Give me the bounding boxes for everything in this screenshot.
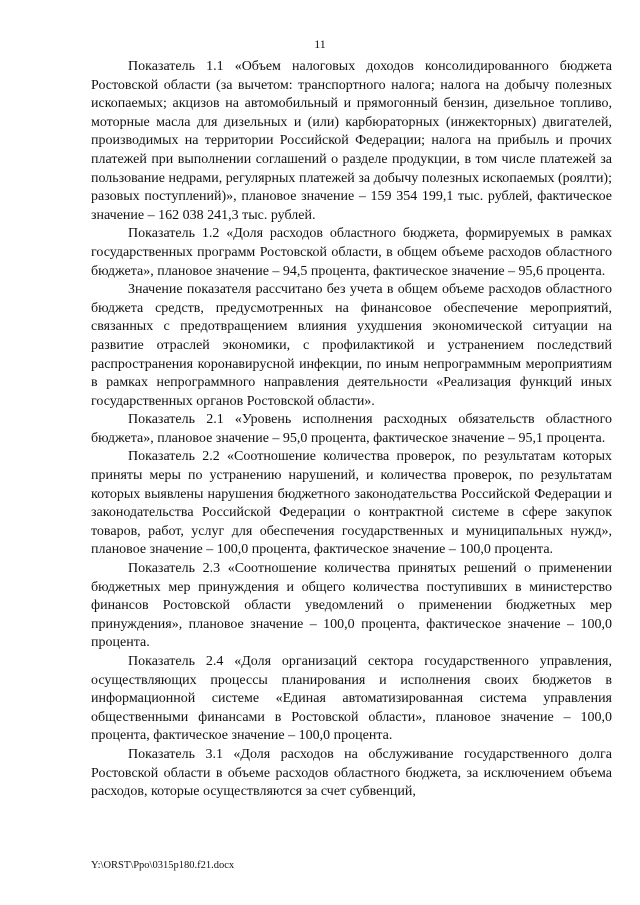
paragraph-indicator-2-2: Показатель 2.2 «Соотношение количества проверок, по результатам которых приняты меры по устранению нарушений, и количества проверок, по результатам которых выявлены нарушения бюджетного законодательства Российской Федерации и законодательства Российской Федерации о контрактной системе в сфере закупок товаров, работ, услуг для обеспечения государственных и муниципальных нужд», плановое значение – 100,0 процента, фактическое значение – 100,0 процента.: [91, 449, 612, 558]
page-number: 11: [314, 37, 326, 51]
document-body: [91, 58, 612, 802]
paragraph-calculation-note: Значение показателя рассчитано без учета в общем объеме расходов областного бюджета средств, предусмотренных на финансовое обеспечение мероприятий, связанных с предотвращением влияния ухудшения экономической ситуации на развитие отраслей экономики, с профилактикой и устранением последствий распространения коронавирусной инфекции, по иным непрограммным мероприятиям в рамках непрограммного направления деятельности «Реализация функций иных государственных органов Ростовской области».: [91, 282, 612, 409]
paragraph-indicator-1-2: Показатель 1.2 «Доля расходов областного бюджета, формируемых в рамках государственных программ Ростовской области, в общем объеме расходов областного бюджета», плановое значение – 94,5 процента, фактическое значение – 95,6 процента.: [91, 226, 612, 279]
paragraph-indicator-2-1: Показатель 2.1 «Уровень исполнения расходных обязательств областного бюджета», плановое значение – 95,0 процента, фактическое значение – 95,1 процента.: [91, 412, 612, 446]
paragraph-indicator-1-1: Показатель 1.1 «Объем налоговых доходов консолидированного бюджета Ростовской области (за вычетом: транспортного налога; налога на добычу полезных ископаемых; акцизов на автомобильный и прямогонный бензин, дизельное топливо, моторные масла для дизельных и (или) карбюраторных (инжекторных) двигателей, производимых на территории Российской Федерации; налога на прибыль и прочих платежей при выполнении соглашений о разделе продукции, в том числе платежей за пользование недрами, регулярных платежей за добычу полезных ископаемых (роялти); разовых поступлений)», плановое значение – 159 354 199,1 тыс. рублей, фактическое значение – 162 038 241,3 тыс. рублей.: [91, 59, 612, 223]
file-path-footer: Y:\ORST\Ppo\0315p180.f21.docx: [91, 860, 235, 871]
paragraph-indicator-2-4: Показатель 2.4 «Доля организаций сектора государственного управления, осуществляющих процессы планирования и исполнения своих бюджетов в информационной системе «Единая автоматизированная система управления общественными финансами в Ростовской области», плановое значение – 100,0 процента, фактическое значение – 100,0 процента.: [91, 654, 612, 744]
paragraph-indicator-3-1: Показатель 3.1 «Доля расходов на обслуживание государственного долга Ростовской области в объеме расходов областного бюджета, за исключением объема расходов, которые осуществляются за счет субвенций,: [91, 746, 612, 800]
paragraph-indicator-2-3: Показатель 2.3 «Соотношение количества принятых решений о применении бюджетных мер принуждения и общего количества поступивших в министерство финансов Ростовской области уведомлений о применении бюджетных мер принуждения», плановое значение – 100,0 процента, фактическое значение – 100,0 процента.: [91, 561, 612, 651]
